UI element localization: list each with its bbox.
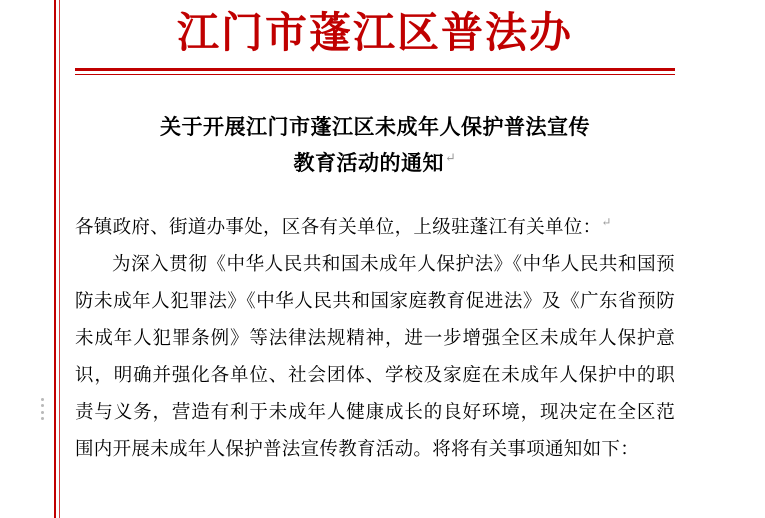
salutation-line <box>75 210 675 247</box>
left-margin-rule <box>54 0 56 518</box>
salutation-paragraph-mark-icon: ↵ <box>601 215 612 230</box>
handle-dot <box>41 404 44 407</box>
left-margin-rule-secondary <box>59 0 60 518</box>
document-body <box>75 210 675 469</box>
page-title-line-1: 关于开展江门市蓬江区未成年人保护普法宣传 <box>160 113 590 139</box>
masthead-rule-thin <box>75 74 675 75</box>
handle-dot <box>41 398 44 401</box>
page-title-line-2 <box>115 145 635 182</box>
salutation-text: 各镇政府、街道办事处，区各有关单位，上级驻蓬江有关单位： <box>75 218 602 239</box>
handle-dot <box>41 417 44 420</box>
body-paragraph-1: 为深入贯彻《中华人民共和国未成年人保护法》《中华人民共和国预防未成年人犯罪法》《中华人民共和国家庭教育促进法》及《广东省预防未成年人犯罪条例》等法律法规精神，进一步增强全区未成年人保护意识，明确并强化各单位、社会团体、学校及家庭在未成年人保护中的职责与义务，营造有利于未成年人健康成长的良好环境，现决定在全区范围内开展未成年人保护普法宣传教育活动。将将有关事项通知如下： <box>75 255 675 461</box>
masthead-rule-thick <box>75 68 675 71</box>
document-content <box>75 0 675 469</box>
paragraph-mark-icon: ↵ <box>445 151 457 167</box>
page-title-line-2-text: 教育活动的通知 <box>293 150 445 176</box>
handle-dot <box>41 411 44 414</box>
drag-handle-icon[interactable] <box>38 398 46 420</box>
masthead <box>75 0 675 75</box>
masthead-organization: 江门市蓬江区普法办 <box>176 8 573 57</box>
page-title <box>115 109 635 183</box>
